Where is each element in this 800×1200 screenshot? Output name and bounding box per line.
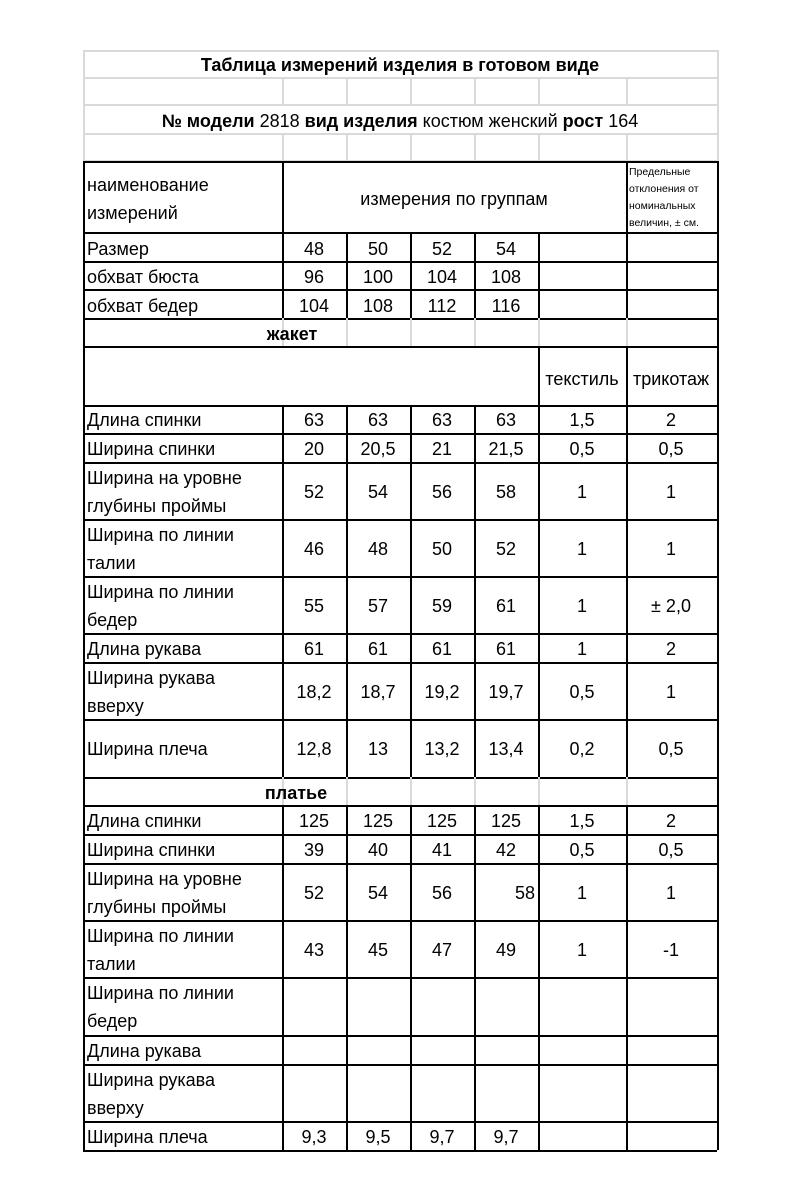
measurement-label: Ширина рукава <box>87 1069 216 1090</box>
column-border <box>474 318 476 346</box>
measurement-value: 46 <box>303 538 325 559</box>
row-border <box>83 261 717 263</box>
measurement-label: Длина спинки <box>87 810 202 831</box>
column-border <box>717 161 719 1150</box>
tolerance-textile-value: 1 <box>576 538 588 559</box>
size-row-value: 52 <box>431 239 453 259</box>
column-border <box>626 77 628 104</box>
column-border <box>410 133 412 160</box>
measurement-label: Длина рукава <box>87 638 202 659</box>
header-tolerance-line: отклонения от <box>629 183 699 195</box>
column-border <box>346 318 348 346</box>
measurement-label: Ширина спинки <box>87 438 216 459</box>
page-title: Таблица измерений изделия в готовом виде <box>200 55 600 75</box>
measurement-value: 45 <box>367 939 389 960</box>
measurement-value: 61 <box>495 638 517 659</box>
size-row-value: 100 <box>362 267 394 287</box>
tolerance-textile-header: текстиль <box>545 369 619 389</box>
measurement-label: Ширина по линии <box>87 581 234 602</box>
column-border <box>410 405 412 777</box>
column-border <box>626 133 628 160</box>
measurement-value: 40 <box>367 839 389 860</box>
measurement-value: 52 <box>495 538 517 559</box>
measurement-label: Ширина по линии <box>87 983 234 1003</box>
size-row-value: 48 <box>303 239 325 259</box>
row-border <box>83 433 717 435</box>
measurement-value: 9,5 <box>365 1126 391 1147</box>
measurement-value: 19,7 <box>488 681 524 702</box>
measurement-value: 61 <box>431 638 453 659</box>
column-border <box>346 777 348 805</box>
measurement-value: 42 <box>495 839 517 860</box>
model-height-label: рост <box>557 111 604 131</box>
tolerance-textile-value: 0,5 <box>569 839 595 860</box>
size-row-value: 50 <box>367 239 389 259</box>
tolerance-textile-value: 1,5 <box>569 810 595 831</box>
measurement-value: 63 <box>367 410 389 430</box>
column-border <box>626 318 628 346</box>
measurement-label: Ширина плеча <box>87 739 208 759</box>
column-border <box>282 133 284 160</box>
row-border <box>83 1121 717 1123</box>
row-border <box>83 977 717 979</box>
row-border <box>83 405 717 407</box>
measurement-value: 57 <box>367 595 389 616</box>
measurement-value: 20 <box>303 438 325 459</box>
column-border <box>538 232 540 318</box>
header-tolerance-line: величин, ± см. <box>629 217 699 229</box>
column-border <box>346 77 348 104</box>
column-border <box>538 405 540 777</box>
measurement-label: Ширина на уровне <box>87 467 242 488</box>
row-border <box>83 576 717 578</box>
column-border <box>410 805 412 1150</box>
size-row-value: 116 <box>491 296 521 316</box>
measurement-value: 47 <box>431 939 453 960</box>
header-tolerance-line: номинальных <box>629 200 696 212</box>
measurement-value: 58 <box>514 882 535 903</box>
measurement-label: Длина спинки <box>87 410 202 430</box>
column-border <box>717 50 719 162</box>
model-type-label: вид изделия <box>299 111 418 131</box>
measurement-value: 63 <box>303 410 325 430</box>
tolerance-textile-value: 0,5 <box>569 438 595 459</box>
measurement-value: 63 <box>495 410 517 430</box>
header-groups: измерения по группам <box>360 189 548 209</box>
row-border <box>83 920 717 922</box>
measurement-label: талии <box>87 552 136 573</box>
measurement-label: бедер <box>87 1011 138 1031</box>
measurement-value: 50 <box>431 538 453 559</box>
tolerance-textile-value: 1 <box>576 939 588 960</box>
measurement-label: вверху <box>87 695 144 716</box>
tolerance-textile-value: 1,5 <box>569 410 595 430</box>
row-border <box>83 289 717 291</box>
model-height-value: 164 <box>603 111 639 131</box>
measurement-value: 39 <box>303 839 325 860</box>
column-border <box>346 805 348 1150</box>
measurement-label: бедер <box>87 609 138 630</box>
measurement-label: глубины проймы <box>87 495 227 516</box>
row-border <box>83 519 717 521</box>
tolerance-knit-value: 1 <box>665 481 677 502</box>
column-border <box>410 318 412 346</box>
row-border <box>83 77 717 79</box>
column-border <box>626 346 628 405</box>
measurement-value: 61 <box>367 638 389 659</box>
size-row-value: 108 <box>362 296 394 316</box>
measurement-value: 125 <box>490 810 522 831</box>
measurement-value: 43 <box>303 939 325 960</box>
column-border <box>474 77 476 104</box>
measurement-value: 54 <box>367 481 389 502</box>
measurement-value: 19,2 <box>424 681 460 702</box>
row-border <box>83 161 717 163</box>
measurement-value: 61 <box>303 638 325 659</box>
measurement-value: 52 <box>303 882 325 903</box>
column-border <box>346 232 348 318</box>
size-row-value: 108 <box>490 267 522 287</box>
tolerance-textile-value: 0,5 <box>569 681 595 702</box>
tolerance-knit-value: ± 2,0 <box>651 595 691 616</box>
row-border <box>83 1064 717 1066</box>
measurement-label: Длина рукава <box>87 1040 202 1061</box>
row-border <box>83 863 717 865</box>
measurement-value: 9,7 <box>493 1126 519 1147</box>
measurement-value: 12,8 <box>296 739 332 759</box>
column-border <box>626 405 628 777</box>
measurement-value: 13,2 <box>424 739 460 759</box>
column-border <box>282 77 284 104</box>
column-border <box>410 77 412 104</box>
measurement-label: Ширина по линии <box>87 524 234 545</box>
measurement-label: Ширина на уровне <box>87 868 242 889</box>
row-border <box>83 633 717 635</box>
row-border <box>83 133 717 135</box>
tolerance-knit-value: 1 <box>665 882 677 903</box>
tolerance-knit-value: 2 <box>665 810 677 831</box>
model-model-label: № модели <box>161 111 255 131</box>
measurement-value: 125 <box>298 810 330 831</box>
size-row-label: обхват бюста <box>87 267 199 287</box>
size-row-value: 54 <box>495 239 517 259</box>
column-border <box>282 405 284 777</box>
row-border <box>83 346 717 348</box>
row-border <box>83 462 717 464</box>
measurement-value: 21 <box>431 438 453 459</box>
model-model-value: 2818 <box>254 111 300 131</box>
row-border <box>83 318 717 320</box>
size-row-value: 112 <box>427 296 457 316</box>
measurement-label: Ширина рукава <box>87 667 216 688</box>
size-row-value: 104 <box>426 267 458 287</box>
row-border <box>83 805 717 807</box>
row-border <box>83 777 717 779</box>
size-row-label: Размер <box>87 239 149 259</box>
tolerance-knit-value: 1 <box>665 538 677 559</box>
measurement-label: талии <box>87 953 136 974</box>
row-border <box>83 834 717 836</box>
size-row-value: 104 <box>298 296 330 316</box>
measurement-label: Ширина спинки <box>87 839 216 860</box>
column-border <box>83 50 85 162</box>
measurement-value: 52 <box>303 481 325 502</box>
tolerance-knit-value: 2 <box>665 410 677 430</box>
tolerance-knit-value: 0,5 <box>658 438 684 459</box>
row-border <box>83 719 717 721</box>
measurement-value: 9,7 <box>429 1126 455 1147</box>
tolerance-textile-value: 1 <box>576 638 588 659</box>
model-type-value: костюм женский <box>417 111 558 131</box>
tolerance-knit-value: 2 <box>665 638 677 659</box>
column-border <box>538 77 540 104</box>
measurement-value: 59 <box>431 595 453 616</box>
measurement-value: 20,5 <box>360 438 396 459</box>
row-border <box>83 1035 717 1037</box>
measurement-value: 54 <box>367 882 389 903</box>
column-border <box>538 805 540 1150</box>
column-border <box>282 161 284 318</box>
measurement-value: 13,4 <box>488 739 524 759</box>
row-border <box>83 662 717 664</box>
column-border <box>410 777 412 805</box>
row-border <box>83 1150 717 1152</box>
header-tolerance-line: Предельные <box>629 166 691 178</box>
column-border <box>282 805 284 1150</box>
row-border <box>83 50 717 52</box>
column-border <box>474 805 476 1150</box>
measurement-value: 21,5 <box>488 438 524 459</box>
tolerance-textile-value: 0,2 <box>569 739 595 759</box>
model-info-line <box>162 112 639 130</box>
tolerance-textile-value: 1 <box>576 595 588 616</box>
tolerance-knit-header: трикотаж <box>632 369 710 389</box>
column-border <box>474 133 476 160</box>
tolerance-knit-value: 1 <box>665 681 677 702</box>
tolerance-knit-value: 0,5 <box>658 739 684 759</box>
column-border <box>474 777 476 805</box>
row-border <box>83 104 717 106</box>
column-border <box>538 318 540 346</box>
measurement-value: 61 <box>495 595 517 616</box>
column-border <box>626 777 628 805</box>
measurement-value: 125 <box>362 810 394 831</box>
column-border <box>474 232 476 318</box>
measurement-value: 63 <box>431 410 453 430</box>
header-name-line: измерений <box>87 203 178 223</box>
section-title: платье <box>264 783 328 803</box>
tolerance-knit-value: 0,5 <box>658 839 684 860</box>
tolerance-knit-value: -1 <box>662 939 680 960</box>
size-row-value: 96 <box>303 267 325 287</box>
measurement-label: Ширина плеча <box>87 1126 208 1147</box>
column-border <box>410 232 412 318</box>
column-border <box>346 405 348 777</box>
measurement-value: 48 <box>367 538 389 559</box>
measurement-value: 56 <box>431 481 453 502</box>
measurement-label: глубины проймы <box>87 896 227 917</box>
column-border <box>538 133 540 160</box>
measurement-value: 49 <box>495 939 517 960</box>
column-border <box>474 405 476 777</box>
measurement-value: 18,2 <box>296 681 332 702</box>
column-border <box>626 161 628 318</box>
measurement-label: Ширина по линии <box>87 925 234 946</box>
tolerance-textile-value: 1 <box>576 882 588 903</box>
column-border <box>538 777 540 805</box>
measurement-value: 125 <box>426 810 458 831</box>
header-name-line: наименование <box>87 175 209 195</box>
measurement-value: 58 <box>495 481 517 502</box>
measurement-value: 55 <box>303 595 325 616</box>
measurement-value: 18,7 <box>360 681 396 702</box>
measurement-label: вверху <box>87 1097 144 1118</box>
tolerance-textile-value: 1 <box>576 481 588 502</box>
row-border <box>83 232 717 234</box>
measurement-value: 56 <box>431 882 453 903</box>
column-border <box>626 805 628 1150</box>
column-border <box>346 133 348 160</box>
column-border <box>538 346 540 405</box>
measurement-value: 41 <box>431 839 453 860</box>
size-row-label: обхват бедер <box>87 296 199 316</box>
section-title: жакет <box>266 324 318 344</box>
column-border <box>83 161 85 1150</box>
measurement-value: 13 <box>367 739 389 759</box>
measurement-value: 9,3 <box>301 1126 327 1147</box>
